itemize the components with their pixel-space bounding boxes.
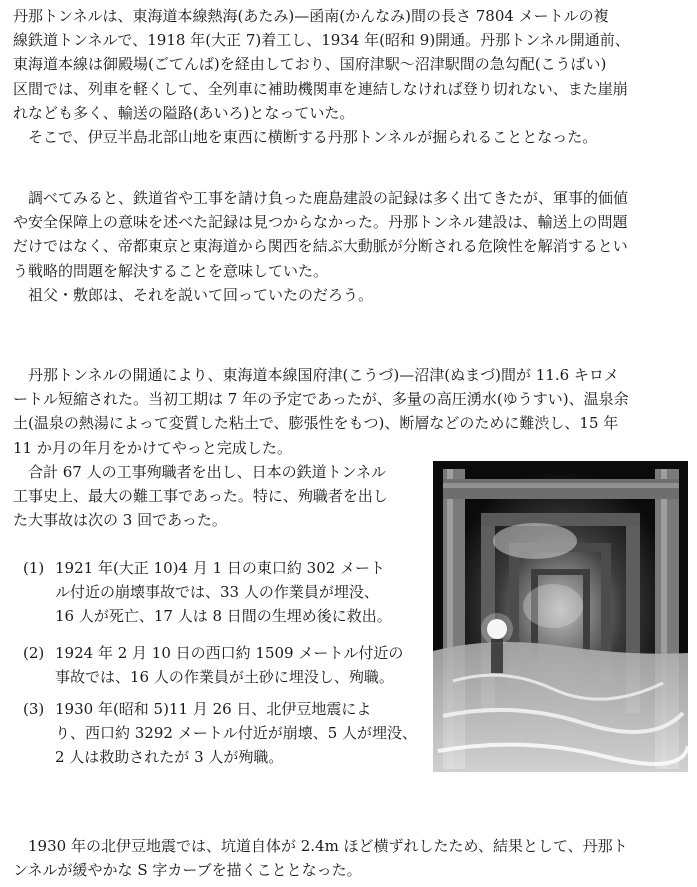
text-line: た大事故は次の 3 回であった。 — [13, 511, 227, 530]
text-line: 合計 67 人の工事殉職者を出し、日本の鉄道トンネル — [13, 463, 387, 481]
paragraph-earthquake — [13, 834, 688, 882]
list-number: (3) — [23, 700, 45, 718]
text-line: ル付近の崩壊事故では、33 人の作業員が埋没、 — [55, 583, 379, 602]
text-line: り、西口約 3292 メートル付近が崩壊、5 人が埋没、 — [55, 724, 418, 743]
text-line: ンネルが緩やかな S 字カーブを描くこととなった。 — [13, 861, 362, 880]
text-line: 土(温泉の熱湯によって変質した粘土で、膨張性をもつ)、断層などのために難渋し、15 年 — [13, 414, 619, 433]
accident-list-item — [13, 697, 428, 770]
paragraph-casualties — [13, 460, 423, 533]
text-line: 2 人は救助されたが 3 人が殉職。 — [55, 748, 284, 767]
tunnel-interior-photo — [433, 461, 688, 772]
text-line: 東海道本線は御殿場(ごてんば)を経由しており、国府津駅〜沼津駅間の急勾配(こうばい) — [13, 55, 607, 74]
accident-list-item — [13, 641, 428, 689]
tunnel-photo-illustration — [433, 461, 688, 772]
text-line: 1921 年(大正 10)4 月 1 日の東口約 302 メート — [55, 559, 386, 577]
text-line: や安全保障上の意味を述べた記録は見つからなかった。丹那トンネル建設は、輸送上の問題 — [13, 213, 628, 232]
text-line: 区間では、列車を軽くして、全列車に補助機関車を連結しなければ登り切れない、また崖崩 — [13, 79, 628, 98]
text-line: 丹那トンネルの開通により、東海道本線国府津(こうづ)—沼津(ぬまづ)間が 11.6 キロメ — [13, 366, 619, 384]
paragraph-intro — [13, 4, 688, 149]
text-line: ートル短縮された。当初工期は 7 年の予定であったが、多量の高圧湧水(ゆうすい)、温泉余 — [13, 390, 629, 409]
text-line: 1924 年 2 月 10 日の西口約 1509 メートル付近の — [55, 644, 404, 662]
paragraph-opening — [13, 363, 688, 460]
accident-list-item — [13, 556, 428, 629]
text-line: れなども多く、輸送の隘路(あいろ)となっていた。 — [13, 103, 355, 122]
text-line: 11 か月の年月をかけてやっと完成した。 — [13, 438, 292, 457]
text-line: 祖父・敷郎は、それを説いて回っていたのだろう。 — [13, 285, 374, 304]
text-line: 16 人が死亡、17 人は 8 日間の生埋め後に救出。 — [55, 607, 392, 626]
text-line: そこで、伊豆半島北部山地を東西に横断する丹那トンネルが掘られることとなった。 — [13, 128, 598, 147]
text-line: 事故では、16 人の作業員が土砂に埋没し、殉職。 — [55, 668, 394, 687]
text-line: だけではなく、帝都東京と東海道から関西を結ぶ大動脈が分断される危険性を解消するとい — [13, 237, 628, 256]
text-line: 調べてみると、鉄道省や工事を請け負った鹿島建設の記録は多く出てきたが、軍事的価値 — [13, 189, 629, 207]
text-line: 1930 年(昭和 5)11 月 26 日、北伊豆地震によ — [55, 700, 372, 718]
text-line: 丹那トンネルは、東海道本線熱海(あたみ)—函南(かんなみ)間の長さ 7804 メートルの複 — [13, 7, 609, 25]
paragraph-research — [13, 186, 688, 307]
text-line: 1930 年の北伊豆地震では、坑道自体が 2.4m ほど横ずれしたため、結果として、丹那ト — [13, 837, 628, 855]
list-number: (1) — [23, 559, 45, 577]
list-number: (2) — [23, 644, 45, 662]
text-line: う戦略的問題を解決することを意味していた。 — [13, 261, 329, 280]
text-line: 工事史上、最大の難工事であった。特に、殉職者を出し — [13, 487, 388, 506]
text-line: 線鉄道トンネルで、1918 年(大正 7)着工し、1934 年(昭和 9)開通。丹那トンネル開通前、 — [13, 31, 630, 50]
